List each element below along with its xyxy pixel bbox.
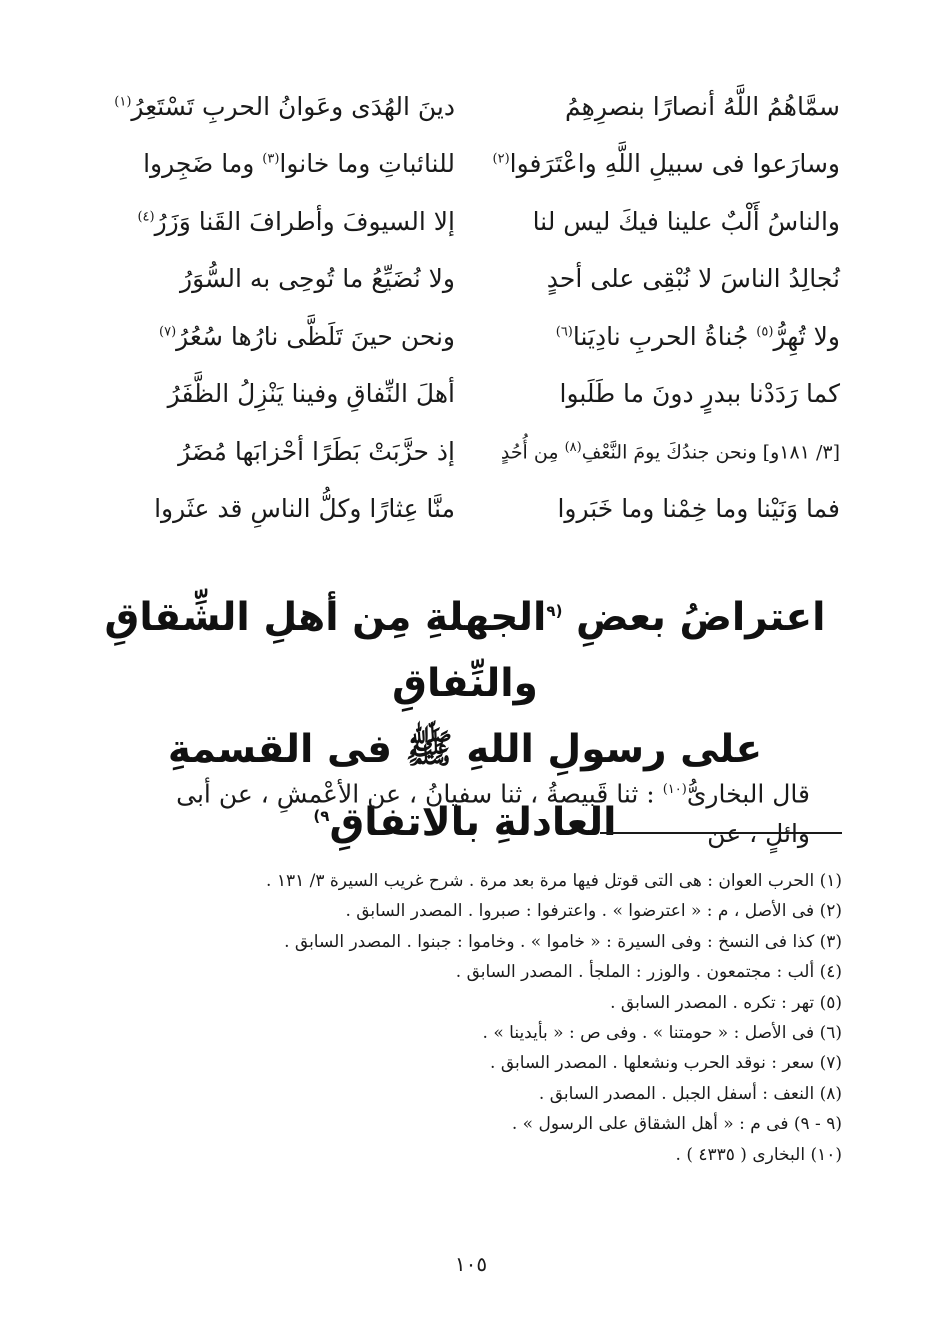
hemistich-text: [٣/ ١٨١و] ونحن جندُكَ يومَ النَّعْفِ (581, 441, 840, 464)
verse-left-hemistich (120, 494, 455, 524)
heading-text: اعتراضُ بعضِ (576, 595, 826, 640)
verse-right-hemistich (505, 264, 840, 294)
verse-right-hemistich (500, 439, 840, 464)
footnote-item: (٧) سعر : نوقد الحرب ونشعلها . المصدر السابق . (490, 1053, 842, 1074)
verse-right-hemistich (505, 207, 840, 237)
poem (114, 78, 840, 538)
heading-line-1 (100, 578, 830, 717)
verse-left-hemistich (120, 379, 455, 409)
footnote-ref[interactable]: (١٠) (662, 782, 687, 797)
page-number: ١٠٥ (454, 1252, 488, 1276)
footnote-item: (٣) كذا فى النسخ : وفى السيرة : « خاموا » . وخاموا : جبنوا . المصدر السابق . (284, 931, 842, 952)
hemistich-text: ولا نُضَيِّعُ ما تُوحِى به السُّوَرُ (180, 264, 455, 294)
footnote-item: (٤) ألب : مجتمعون . والوزر : الملجأ . المصدر السابق . (455, 962, 842, 983)
verse-left-hemistich (120, 207, 455, 237)
footnote-item: (١) الحرب العوان : هى التى قوتل فيها مرة بعد مرة . شرح غريب السيرة ٣/ ١٣١ . (266, 871, 842, 891)
footnote-ref[interactable]: (٥) (756, 324, 774, 340)
verse-left-hemistich (120, 322, 455, 352)
hemistich-text: نُجالِدُ الناسَ لا نُبْقِى على أحدٍ (546, 264, 840, 294)
footnote-item: (٥) تهر : تكره . المصدر السابق . (610, 992, 842, 1013)
footnote-ref[interactable]: (٩ (546, 602, 563, 620)
paragraph-text: قال البخارىُّ (686, 779, 810, 809)
verse-6 (120, 366, 840, 424)
footnote-item: (٩ - ٩) فى م : « أهل الشقاق على الرسول » . (511, 1114, 842, 1135)
hemistich-text: منَّا عِثارًا وكلُّ الناسِ قد عثَروا (154, 494, 455, 524)
verse-right-hemistich (492, 149, 840, 179)
footnote-divider (600, 832, 842, 834)
verse-5 (120, 308, 840, 366)
hemistich-text: إلا السيوفَ وأطرافَ القَنا وَزَرُ (154, 206, 455, 236)
hemistich-text: وسارَعوا فى سبيلِ اللَّهِ واعْتَرَفوا (509, 149, 840, 179)
footnotes (150, 866, 842, 1170)
hemistich-text: للنائباتِ وما خانوا (279, 149, 455, 179)
verse-8 (120, 481, 840, 539)
verse-2 (120, 136, 840, 194)
hemistich-text: فما وَنَيْنا وما خِمْنا وما خَبَروا (557, 494, 840, 524)
footnote-item: (١٠) البخارى ( ٤٣٣٥ ) . (675, 1144, 842, 1165)
footnote-ref[interactable]: (٨) (564, 439, 582, 455)
hemistich-text: وما ضَجِروا (143, 149, 255, 179)
hemistich-text: دينَ الهُدَى وعَوانُ الحربِ تَسْتَعِرُ (131, 91, 455, 121)
hemistich-text: كما رَدَدْنا ببدرٍ دونَ ما طَلَبوا (559, 379, 840, 409)
footnote-ref[interactable]: (٤) (137, 209, 155, 225)
footnote-ref[interactable]: ٩) (313, 807, 330, 825)
verse-right-hemistich (505, 322, 840, 352)
footnote-ref[interactable]: (٦) (555, 324, 573, 340)
hemistich-text: ولا تُهِرُّ (773, 321, 840, 351)
verse-left-hemistich (114, 91, 455, 122)
heading-text: على رسولِ اللهِ ﷺ فى القسمةِ العادلةِ بالاتفاقِ (167, 727, 763, 845)
hemistich-text: سمَّاهُمُ اللَّهُ أنصارًا بنصرِهِمُ (565, 91, 840, 121)
footnote-item: (٦) فى الأصل : « حومتنا » . وفى ص : « بأيدينا » . (482, 1023, 842, 1044)
verse-right-hemistich (505, 92, 840, 122)
verse-1 (114, 78, 840, 136)
hemistich-text: إذ حزَّبَتْ بَطَرًا أحْزابَها مُضَرُ (178, 436, 455, 466)
footnote-ref[interactable]: (٧) (159, 324, 177, 340)
footnote-item: (٢) فى الأصل ، م : « اعترضوا » . واعترفوا : صبروا . المصدر السابق . (345, 901, 842, 922)
verse-3 (120, 193, 840, 251)
hemistich-text: جُناةُ الحربِ نادِيَنا (572, 321, 749, 351)
verse-left-hemistich (120, 149, 455, 179)
verse-right-hemistich (505, 379, 840, 409)
hemistich-text: والناسُ أَلْبٌ علينا فيكَ ليس لنا (532, 206, 840, 236)
footnote-ref[interactable]: (٢) (492, 151, 510, 167)
verse-left-hemistich (120, 437, 455, 467)
paragraph-text: : ثنا قَبيصةُ ، ثنا سفيانُ ، عن الأعْمشِ ، عن أبى وائلٍ ، عن (176, 779, 810, 849)
footnote-item: (٨) النعف : أسفل الجبل . المصدر السابق . (538, 1083, 842, 1104)
footnote-ref[interactable]: (٣) (262, 151, 280, 167)
verse-4 (120, 251, 840, 309)
verse-left-hemistich (120, 264, 455, 294)
hemistich-text: مِن أُحُدٍ (500, 441, 559, 464)
heading-text: الجهلةِ مِن أهلِ الشِّقاقِ والنِّفاقِ (104, 595, 547, 706)
hemistich-text: ونحن حينَ تَلَظَّى نارُها سُعُرُ (176, 321, 455, 351)
verse-right-hemistich (505, 494, 840, 524)
verse-7 (120, 423, 840, 481)
footnote-ref[interactable]: (١) (114, 94, 132, 110)
body-paragraph (130, 770, 810, 854)
hemistich-text: أهلَ النِّفاقِ وفينا يَنْزِلُ الظَّفَرُ (167, 379, 455, 409)
